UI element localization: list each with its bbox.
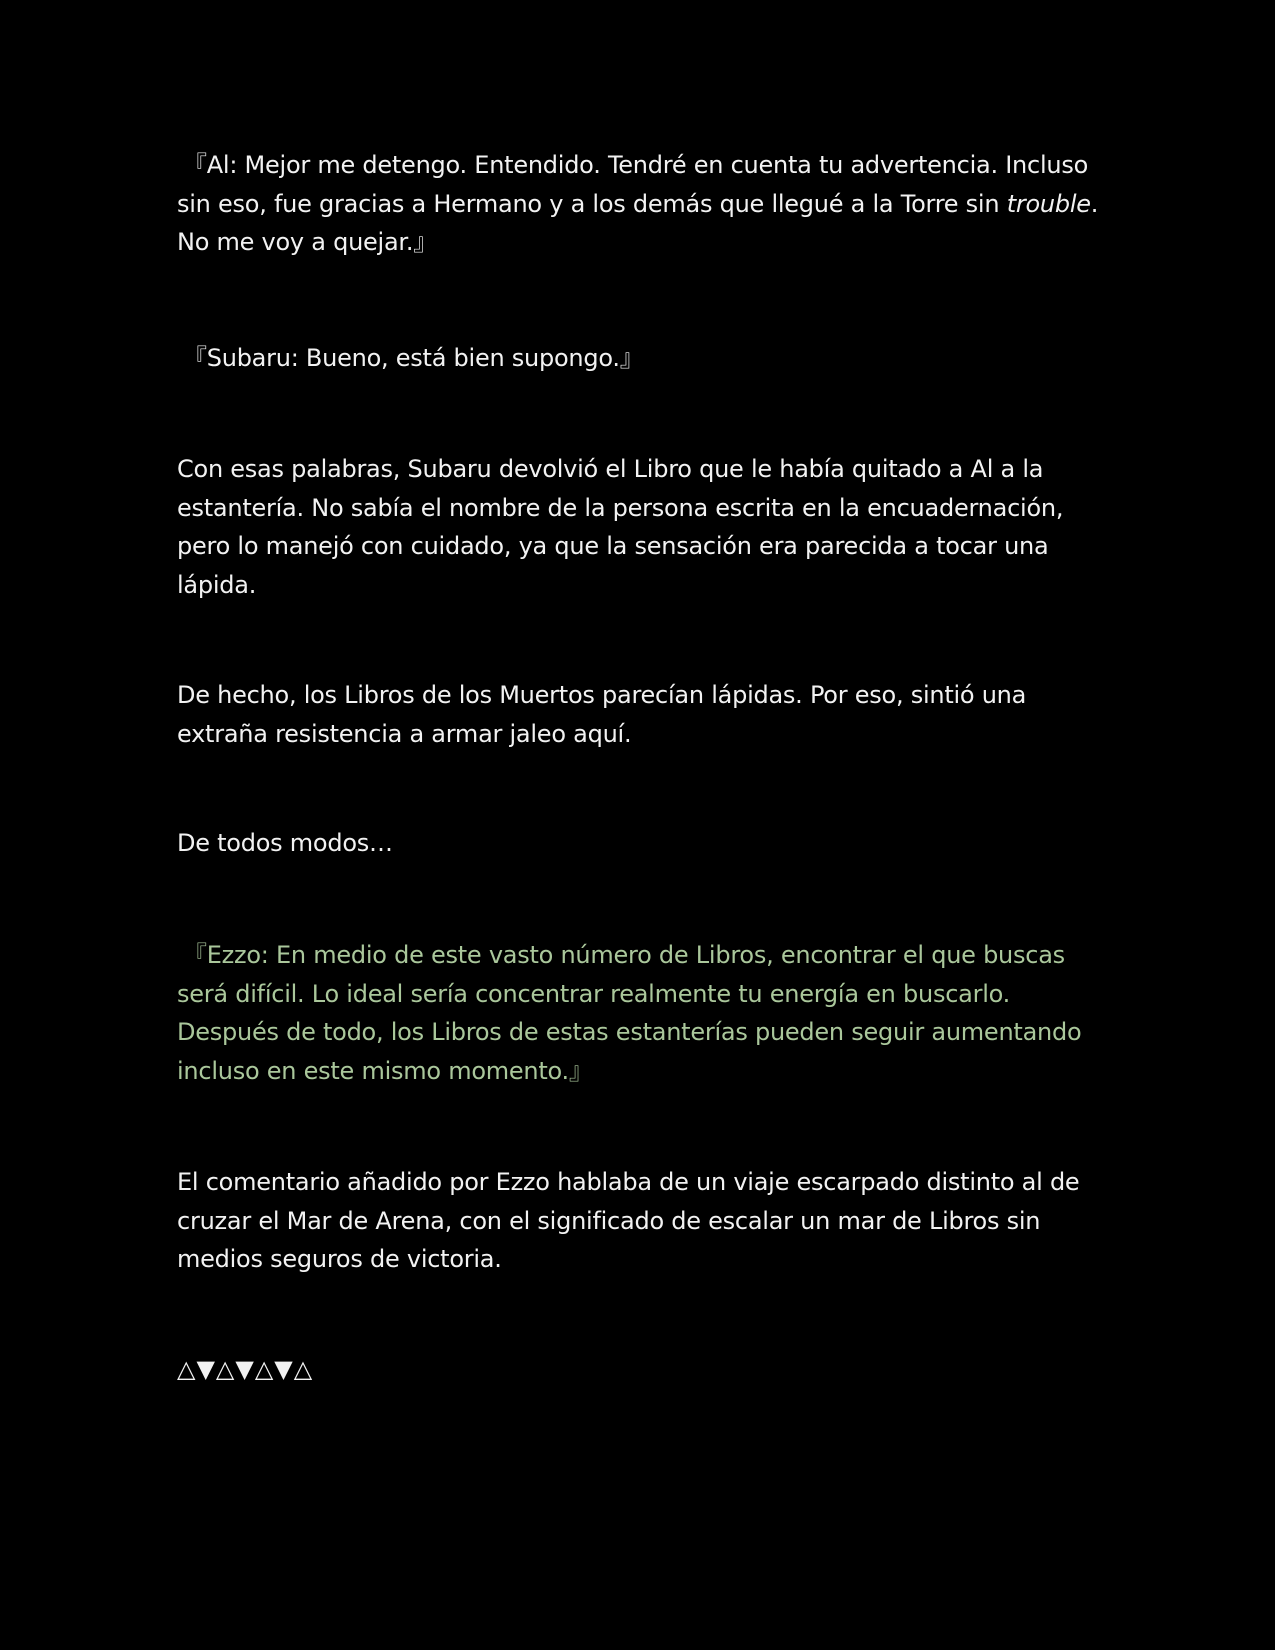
document-page [177, 0, 1107, 1650]
dialogue-al-text: 『Al: Mejor me detengo. Entendido. Tendré en cuenta tu advertencia. Incluso sin eso, fue gracias a Hermano y a los demás que llegué a la Torre sin [177, 151, 1089, 218]
narration-paragraph-1: Con esas palabras, Subaru devolvió el Libro que le había quitado a Al a la estantería. No sabía el nombre de la persona escrita en la encuadernación, pero lo manejó con cuidado, ya que la sensación era parecida a tocar una lápida. [177, 455, 1064, 599]
dialogue-subaru: 『Subaru: Bueno, está bien supongo.』 [183, 344, 644, 372]
dialogue-al-text-end: . No me voy a quejar.』 [177, 189, 1099, 256]
dialogue-ezzo: 『Ezzo: En medio de este vasto número de Libros, encontrar el que buscas será difícil. Lo ideal sería concentrar realmente tu energía en buscarlo. Después de todo, los Libros de estas estanterías pueden seguir aumentando incluso en este mismo momento.』 [177, 941, 1082, 1085]
dialogue-al-italic-word: trouble [1006, 189, 1091, 218]
scene-separator: △▼△▼△▼△ [177, 1355, 314, 1383]
narration-paragraph-4: El comentario añadido por Ezzo hablaba de un viaje escarpado distinto al de cruzar el Mar de Arena, con el significado de escalar un mar de Libros sin medios seguros de victoria. [177, 1168, 1080, 1273]
dialogue-al [177, 146, 1107, 262]
narration-paragraph-2: De hecho, los Libros de los Muertos parecían lápidas. Por eso, sintió una extraña resistencia a armar jaleo aquí. [177, 681, 1027, 748]
narration-paragraph-3: De todos modos… [177, 829, 393, 857]
